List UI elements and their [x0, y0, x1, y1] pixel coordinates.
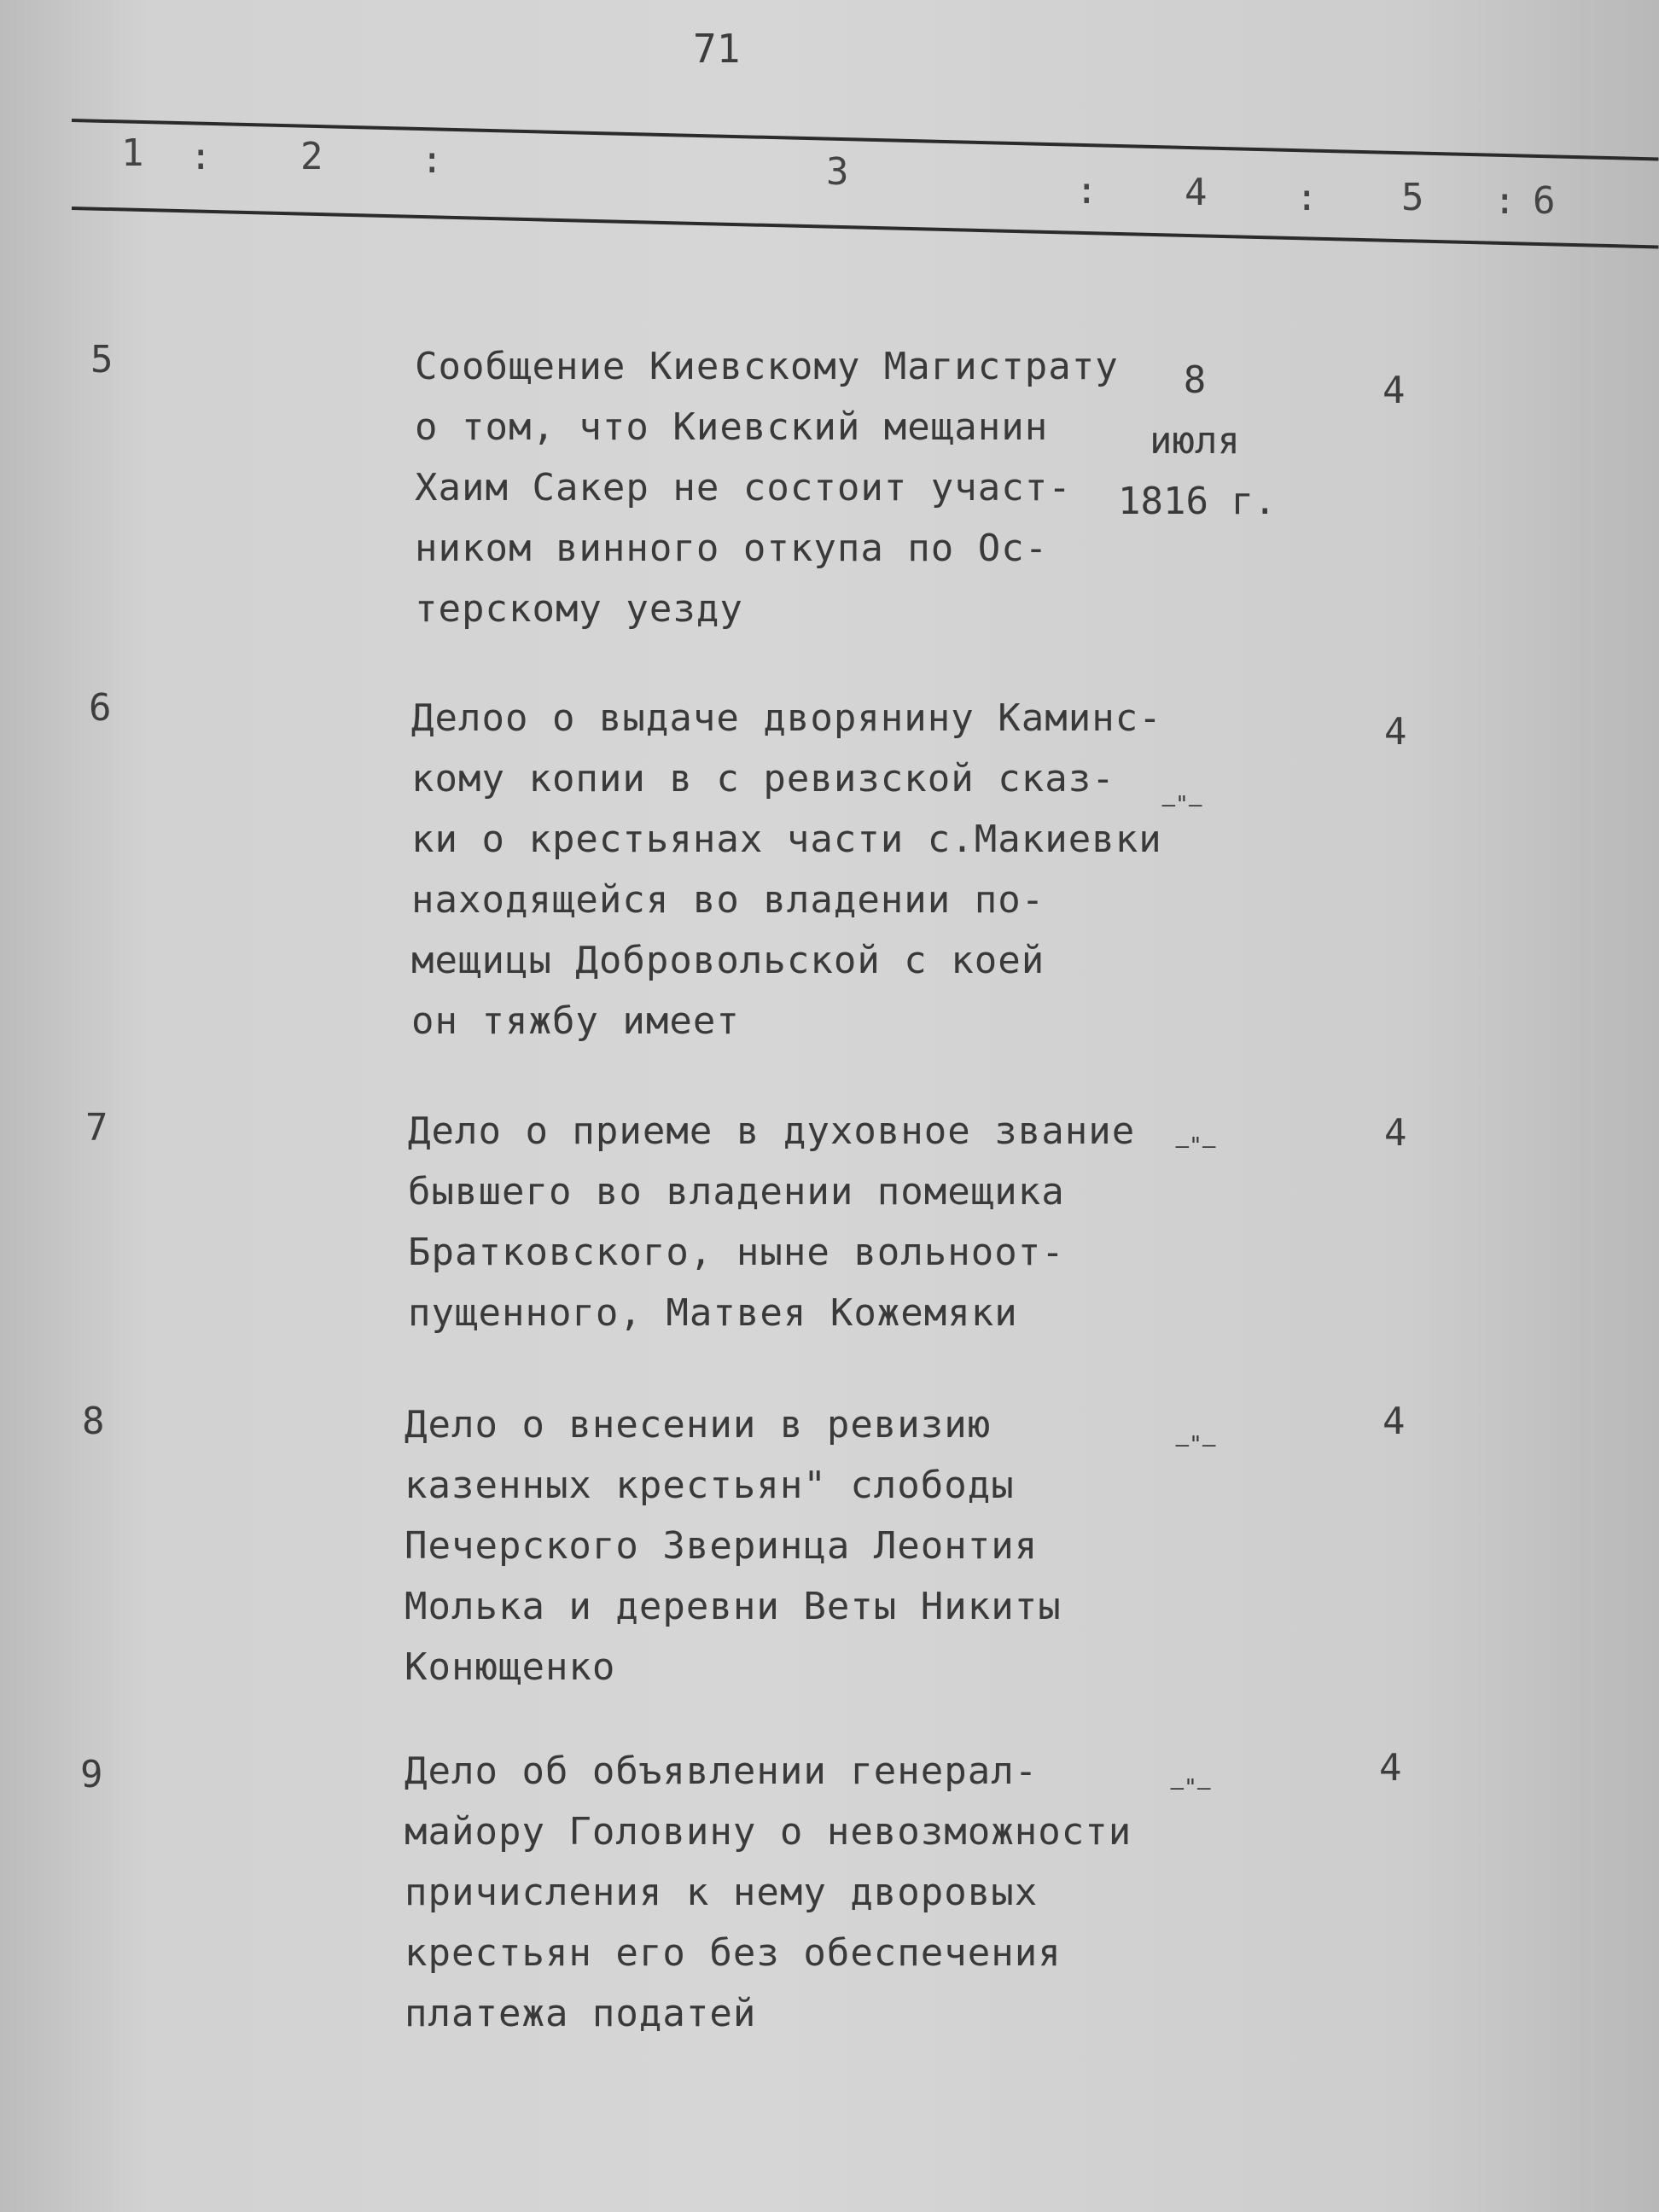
description-line: бывшего во владении помещика [408, 1170, 1065, 1214]
entry-sheet-count: 4 [1384, 710, 1407, 754]
entry-description [405, 1741, 1155, 2044]
entry-date-ditto: –"– [1161, 792, 1202, 818]
description-line: Конющенко [405, 1645, 616, 1689]
description-line: Дело о внесении в ревизию [405, 1403, 992, 1447]
description-line: кому копии в с ревизской сказ- [411, 757, 1115, 800]
description-line: пущенного, Матвея Кожемяки [408, 1291, 1018, 1335]
description-line: крестьян его без обеспечения [405, 1931, 1062, 1975]
date-month: июля [1150, 419, 1240, 463]
column-header-2: 2 [300, 135, 323, 178]
entry-date-ditto: –"– [1175, 1432, 1216, 1458]
description-line: мещицы Добровольской с коей [411, 939, 1045, 982]
description-line: ником винного откупа по Ос- [415, 527, 1049, 570]
entry-number: 6 [89, 686, 112, 730]
entry-description [408, 1101, 1159, 1343]
description-line: Делоо о выдаче дворянину Каминс- [411, 696, 1162, 740]
entry-date-ditto: –"– [1175, 1133, 1216, 1159]
description-line: Дело об объявлении генерал- [405, 1749, 1039, 1793]
page-number: 71 [693, 26, 741, 72]
column-header-1: 1 [121, 131, 144, 175]
entry-sheet-count: 4 [1382, 1400, 1406, 1443]
description-line: находящейся во владении по- [411, 878, 1045, 922]
column-header-5: 5 [1401, 176, 1424, 219]
description-line: Сообщение Киевскому Магистрату [415, 345, 1119, 388]
entry-number: 7 [85, 1106, 108, 1150]
column-separator: : [189, 135, 212, 178]
description-line: он тяжбу имеет [411, 999, 740, 1043]
column-separator: : [1075, 169, 1098, 212]
entry-description [415, 336, 1166, 639]
entry-sheet-count: 4 [1379, 1746, 1402, 1790]
description-line: причисления к нему дворовых [405, 1871, 1039, 1914]
column-separator: : [421, 138, 444, 182]
entry-sheet-count: 4 [1382, 369, 1406, 412]
column-header-4: 4 [1185, 171, 1208, 214]
description-line: Молька и деревни Веты Никиты [405, 1585, 1062, 1628]
description-line: Братковского, ныне вольноот- [408, 1231, 1065, 1274]
description-line: Дело о приеме в духовное звание [408, 1109, 1136, 1153]
column-separator: : [1295, 176, 1318, 219]
date-day: 8 [1183, 358, 1207, 402]
description-line: ки о крестьянах части с.Макиевки [411, 818, 1162, 861]
description-line: Печерского Зверинца Леонтия [405, 1524, 1039, 1568]
description-line: Хаим Сакер не состоит участ- [415, 466, 1072, 509]
entry-number: 8 [82, 1400, 105, 1443]
entry-date-ditto: –"– [1170, 1775, 1211, 1801]
entry-description [411, 688, 1162, 1051]
description-line: о том, что Киевский мещанин [415, 405, 1049, 449]
column-header-3: 3 [826, 150, 849, 194]
entry-sheet-count: 4 [1384, 1111, 1407, 1155]
entry-number: 9 [80, 1753, 103, 1796]
column-header-6: 6 [1533, 179, 1556, 223]
entry-description [405, 1394, 1155, 1697]
column-separator: : [1493, 179, 1516, 223]
description-line: майору Головину о невозможности [405, 1810, 1132, 1854]
entry-date [1118, 350, 1277, 532]
description-line: платежа податей [405, 1992, 757, 2035]
description-line: терскому уезду [415, 587, 743, 631]
entry-number: 5 [90, 338, 114, 381]
date-year: 1816 г. [1118, 480, 1277, 523]
description-line: казенных крестьян" слободы [405, 1464, 1015, 1507]
